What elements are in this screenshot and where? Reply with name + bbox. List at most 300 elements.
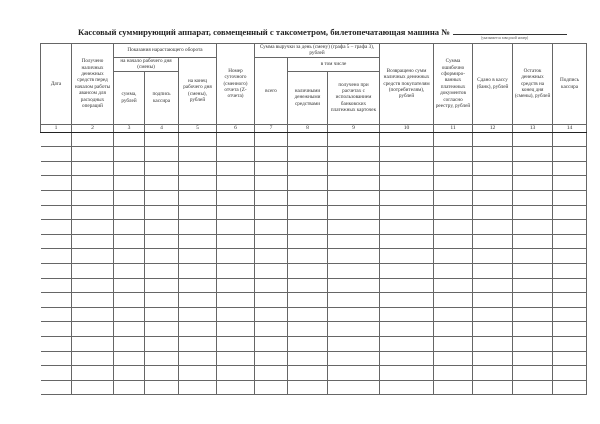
table-cell[interactable] <box>179 293 217 308</box>
table-cell[interactable] <box>114 234 145 249</box>
table-cell[interactable] <box>513 132 553 147</box>
table-cell[interactable] <box>72 234 114 249</box>
table-cell[interactable] <box>288 278 328 293</box>
table-cell[interactable] <box>145 322 179 337</box>
header-at-end: на конец рабочего дня (смены), рублей <box>179 57 217 124</box>
table-cell[interactable] <box>72 366 114 381</box>
table-cell[interactable] <box>434 322 473 337</box>
table-cell[interactable] <box>288 234 328 249</box>
table-cell[interactable] <box>255 147 288 162</box>
table-cell[interactable] <box>145 307 179 322</box>
table-cell[interactable] <box>114 307 145 322</box>
column-number: 2 <box>72 124 114 132</box>
table-cell[interactable] <box>513 191 553 206</box>
table-cell[interactable] <box>41 293 72 308</box>
serial-number-field[interactable] <box>453 26 567 35</box>
table-cell[interactable] <box>114 220 145 235</box>
column-number: 11 <box>434 124 473 132</box>
table-cell[interactable] <box>288 351 328 366</box>
table-cell[interactable] <box>434 307 473 322</box>
table-cell[interactable] <box>380 220 434 235</box>
table-row <box>41 191 587 206</box>
table-cell[interactable] <box>553 278 587 293</box>
table-cell[interactable] <box>380 191 434 206</box>
table-cell[interactable] <box>179 161 217 176</box>
table-row <box>41 322 587 337</box>
table-cell[interactable] <box>255 234 288 249</box>
table-cell[interactable] <box>179 351 217 366</box>
table-cell[interactable] <box>553 161 587 176</box>
table-cell[interactable] <box>380 366 434 381</box>
table-cell[interactable] <box>114 293 145 308</box>
table-cell[interactable] <box>255 191 288 206</box>
table-cell[interactable] <box>328 336 380 351</box>
column-number: 3 <box>114 124 145 132</box>
table-cell[interactable] <box>41 205 72 220</box>
serial-number-note: (указывается заводской номер) <box>481 36 529 40</box>
table-cell[interactable] <box>288 147 328 162</box>
table-cell[interactable] <box>473 132 513 147</box>
table-cell[interactable] <box>380 351 434 366</box>
table-cell[interactable] <box>145 336 179 351</box>
table-cell[interactable] <box>380 132 434 147</box>
table-cell[interactable] <box>380 336 434 351</box>
table-cell[interactable] <box>473 322 513 337</box>
table-cell[interactable] <box>255 161 288 176</box>
cash-register-journal-table <box>40 43 587 395</box>
table-cell[interactable] <box>553 293 587 308</box>
table-cell[interactable] <box>380 249 434 264</box>
table-cell[interactable] <box>288 161 328 176</box>
table-cell[interactable] <box>179 380 217 395</box>
header-returned: Возвращено сумм наличных денежных средств покупателям (потребителям), рублей <box>380 44 434 125</box>
table-cell[interactable] <box>328 132 380 147</box>
table-cell[interactable] <box>217 293 255 308</box>
table-row <box>41 293 587 308</box>
table-cell[interactable] <box>114 147 145 162</box>
table-row <box>41 263 587 278</box>
table-cell[interactable] <box>473 336 513 351</box>
table-cell[interactable] <box>513 205 553 220</box>
table-cell[interactable] <box>513 307 553 322</box>
table-cell[interactable] <box>41 176 72 191</box>
table-cell[interactable] <box>328 278 380 293</box>
table-cell[interactable] <box>217 380 255 395</box>
table-cell[interactable] <box>553 191 587 206</box>
table-cell[interactable] <box>72 293 114 308</box>
table-cell[interactable] <box>434 351 473 366</box>
table-cell[interactable] <box>179 307 217 322</box>
table-cell[interactable] <box>72 380 114 395</box>
table-cell[interactable] <box>145 263 179 278</box>
table-cell[interactable] <box>72 132 114 147</box>
table-cell[interactable] <box>288 191 328 206</box>
table-cell[interactable] <box>217 161 255 176</box>
table-cell[interactable] <box>217 336 255 351</box>
table-cell[interactable] <box>179 366 217 381</box>
table-cell[interactable] <box>255 322 288 337</box>
table-cell[interactable] <box>288 322 328 337</box>
table-cell[interactable] <box>217 176 255 191</box>
table-cell[interactable] <box>434 366 473 381</box>
table-cell[interactable] <box>513 278 553 293</box>
table-cell[interactable] <box>473 307 513 322</box>
table-cell[interactable] <box>41 263 72 278</box>
table-row <box>41 249 587 264</box>
table-cell[interactable] <box>328 307 380 322</box>
table-cell[interactable] <box>434 380 473 395</box>
table-cell[interactable] <box>255 336 288 351</box>
table-cell[interactable] <box>217 205 255 220</box>
header-to-bank: Сдано в кассу (банк), рублей <box>473 44 513 125</box>
table-cell[interactable] <box>217 191 255 206</box>
column-number: 12 <box>473 124 513 132</box>
table-cell[interactable] <box>255 366 288 381</box>
table-cell[interactable] <box>179 220 217 235</box>
table-cell[interactable] <box>473 147 513 162</box>
table-cell[interactable] <box>473 205 513 220</box>
table-cell[interactable] <box>41 191 72 206</box>
table-row <box>41 336 587 351</box>
table-cell[interactable] <box>473 263 513 278</box>
header-including: в том числе <box>288 57 380 71</box>
table-cell[interactable] <box>114 161 145 176</box>
header-cards: получено при расчетах с использованием банковских платежных карточек <box>328 71 380 124</box>
table-cell[interactable] <box>288 336 328 351</box>
table-cell[interactable] <box>145 380 179 395</box>
table-cell[interactable] <box>145 191 179 206</box>
table-cell[interactable] <box>328 176 380 191</box>
table-cell[interactable] <box>553 336 587 351</box>
table-cell[interactable] <box>179 278 217 293</box>
table-body <box>41 132 587 395</box>
table-cell[interactable] <box>288 220 328 235</box>
table-cell[interactable] <box>434 161 473 176</box>
table-cell[interactable] <box>41 234 72 249</box>
table-cell[interactable] <box>72 351 114 366</box>
table-row <box>41 234 587 249</box>
table-cell[interactable] <box>41 380 72 395</box>
table-cell[interactable] <box>41 336 72 351</box>
table-cell[interactable] <box>553 220 587 235</box>
column-number: 8 <box>288 124 328 132</box>
table-cell[interactable] <box>114 351 145 366</box>
table-cell[interactable] <box>434 249 473 264</box>
table-cell[interactable] <box>72 191 114 206</box>
table-cell[interactable] <box>72 307 114 322</box>
table-cell[interactable] <box>328 205 380 220</box>
table-cell[interactable] <box>434 176 473 191</box>
table-cell[interactable] <box>328 366 380 381</box>
table-cell[interactable] <box>328 322 380 337</box>
table-cell[interactable] <box>473 278 513 293</box>
table-cell[interactable] <box>255 249 288 264</box>
header-date: Дата <box>41 44 72 125</box>
table-cell[interactable] <box>114 322 145 337</box>
table-cell[interactable] <box>434 220 473 235</box>
table-cell[interactable] <box>145 351 179 366</box>
table-cell[interactable] <box>513 249 553 264</box>
table-cell[interactable] <box>553 205 587 220</box>
table-cell[interactable] <box>288 380 328 395</box>
table-cell[interactable] <box>145 220 179 235</box>
table-cell[interactable] <box>145 147 179 162</box>
table-cell[interactable] <box>553 351 587 366</box>
table-cell[interactable] <box>41 161 72 176</box>
table-cell[interactable] <box>380 176 434 191</box>
table-cell[interactable] <box>513 234 553 249</box>
table-cell[interactable] <box>288 263 328 278</box>
table-cell[interactable] <box>217 132 255 147</box>
table-cell[interactable] <box>380 205 434 220</box>
table-cell[interactable] <box>434 293 473 308</box>
table-cell[interactable] <box>217 322 255 337</box>
table-cell[interactable] <box>114 176 145 191</box>
table-cell[interactable] <box>217 249 255 264</box>
table-cell[interactable] <box>380 278 434 293</box>
table-cell[interactable] <box>41 322 72 337</box>
table-cell[interactable] <box>434 132 473 147</box>
table-cell[interactable] <box>72 147 114 162</box>
table-cell[interactable] <box>145 205 179 220</box>
table-cell[interactable] <box>145 366 179 381</box>
table-cell[interactable] <box>114 380 145 395</box>
table-cell[interactable] <box>288 176 328 191</box>
header-total: всего <box>255 57 288 124</box>
table-cell[interactable] <box>380 161 434 176</box>
table-cell[interactable] <box>328 380 380 395</box>
table-row <box>41 147 587 162</box>
table-cell[interactable] <box>288 249 328 264</box>
table-cell[interactable] <box>473 234 513 249</box>
table-cell[interactable] <box>288 293 328 308</box>
table-cell[interactable] <box>513 293 553 308</box>
table-cell[interactable] <box>473 249 513 264</box>
table-cell[interactable] <box>513 220 553 235</box>
table-cell[interactable] <box>380 322 434 337</box>
table-cell[interactable] <box>513 351 553 366</box>
column-number: 10 <box>380 124 434 132</box>
table-cell[interactable] <box>513 147 553 162</box>
table-cell[interactable] <box>179 147 217 162</box>
table-cell[interactable] <box>380 380 434 395</box>
table-cell[interactable] <box>114 205 145 220</box>
table-row <box>41 176 587 191</box>
table-cell[interactable] <box>255 205 288 220</box>
table-cell[interactable] <box>72 263 114 278</box>
table-cell[interactable] <box>473 293 513 308</box>
table-cell[interactable] <box>255 220 288 235</box>
table-cell[interactable] <box>328 161 380 176</box>
table-cell[interactable] <box>513 161 553 176</box>
table-cell[interactable] <box>380 263 434 278</box>
table-cell[interactable] <box>473 351 513 366</box>
table-cell[interactable] <box>72 161 114 176</box>
table-cell[interactable] <box>145 293 179 308</box>
table-cell[interactable] <box>553 263 587 278</box>
table-cell[interactable] <box>114 249 145 264</box>
column-number: 1 <box>41 124 72 132</box>
table-cell[interactable] <box>217 220 255 235</box>
table-cell[interactable] <box>114 366 145 381</box>
table-cell[interactable] <box>255 176 288 191</box>
table-cell[interactable] <box>473 220 513 235</box>
table-cell[interactable] <box>553 147 587 162</box>
column-number: 4 <box>145 124 179 132</box>
table-row <box>41 351 587 366</box>
table-cell[interactable] <box>434 336 473 351</box>
table-cell[interactable] <box>72 249 114 264</box>
table-cell[interactable] <box>179 234 217 249</box>
header-at-start: на начало рабочего дня (смены) <box>114 57 179 71</box>
header-counter-readings: Показания нарастающего оборота <box>114 44 217 58</box>
table-cell[interactable] <box>41 366 72 381</box>
table-cell[interactable] <box>145 234 179 249</box>
table-cell[interactable] <box>288 366 328 381</box>
table-cell[interactable] <box>328 147 380 162</box>
table-cell[interactable] <box>179 132 217 147</box>
table-cell[interactable] <box>328 263 380 278</box>
table-cell[interactable] <box>434 147 473 162</box>
table-cell[interactable] <box>145 278 179 293</box>
table-row <box>41 161 587 176</box>
table-cell[interactable] <box>255 380 288 395</box>
table-cell[interactable] <box>179 263 217 278</box>
table-cell[interactable] <box>114 263 145 278</box>
table-cell[interactable] <box>255 351 288 366</box>
title-text: Кассовый суммирующий аппарат, совмещенный с таксометром, билетопечатающая машина № <box>78 27 450 37</box>
table-cell[interactable] <box>513 336 553 351</box>
table-cell[interactable] <box>380 147 434 162</box>
table-cell[interactable] <box>72 220 114 235</box>
table-row <box>41 380 587 395</box>
table-cell[interactable] <box>553 234 587 249</box>
table-cell[interactable] <box>553 307 587 322</box>
table-cell[interactable] <box>179 336 217 351</box>
table-cell[interactable] <box>553 322 587 337</box>
table-cell[interactable] <box>72 278 114 293</box>
table-cell[interactable] <box>380 234 434 249</box>
header-revenue: Сумма выручки за день (смену) (графа 5 – графа 3), рублей <box>255 44 380 58</box>
column-number: 7 <box>255 124 288 132</box>
table-cell[interactable] <box>328 220 380 235</box>
table-cell[interactable] <box>473 191 513 206</box>
table-cell[interactable] <box>72 322 114 337</box>
table-cell[interactable] <box>380 293 434 308</box>
table-cell[interactable] <box>328 293 380 308</box>
table-cell[interactable] <box>179 322 217 337</box>
table-cell[interactable] <box>553 366 587 381</box>
table-cell[interactable] <box>179 191 217 206</box>
column-number: 5 <box>179 124 217 132</box>
table-cell[interactable] <box>217 234 255 249</box>
table-cell[interactable] <box>434 191 473 206</box>
table-cell[interactable] <box>380 307 434 322</box>
table-cell[interactable] <box>434 278 473 293</box>
table-cell[interactable] <box>114 132 145 147</box>
table-cell[interactable] <box>41 147 72 162</box>
header-sum-rub: сумма, рублей <box>114 71 145 124</box>
table-cell[interactable] <box>145 161 179 176</box>
table-cell[interactable] <box>513 176 553 191</box>
table-cell[interactable] <box>434 263 473 278</box>
table-cell[interactable] <box>217 366 255 381</box>
table-cell[interactable] <box>217 147 255 162</box>
table-cell[interactable] <box>145 176 179 191</box>
table-cell[interactable] <box>217 351 255 366</box>
table-cell[interactable] <box>328 234 380 249</box>
table-cell[interactable] <box>473 366 513 381</box>
table-cell[interactable] <box>255 307 288 322</box>
table-cell[interactable] <box>72 176 114 191</box>
table-cell[interactable] <box>328 351 380 366</box>
table-cell[interactable] <box>434 205 473 220</box>
table-cell[interactable] <box>288 307 328 322</box>
table-cell[interactable] <box>553 132 587 147</box>
table-cell[interactable] <box>114 336 145 351</box>
table-cell[interactable] <box>41 307 72 322</box>
table-cell[interactable] <box>41 220 72 235</box>
table-row <box>41 132 587 147</box>
header-received-cash: Получено наличных денежных средств перед началом работы авансом для расходных операций <box>72 44 114 125</box>
table-cell[interactable] <box>179 249 217 264</box>
header-cashier-signature: Подпись кассира <box>553 44 587 125</box>
table-cell[interactable] <box>328 249 380 264</box>
table-cell[interactable] <box>473 161 513 176</box>
table-cell[interactable] <box>513 380 553 395</box>
column-number-row <box>41 124 587 132</box>
table-cell[interactable] <box>434 234 473 249</box>
column-number: 9 <box>328 124 380 132</box>
table-cell[interactable] <box>217 263 255 278</box>
table-cell[interactable] <box>553 249 587 264</box>
table-cell[interactable] <box>114 278 145 293</box>
table-row <box>41 205 587 220</box>
column-number: 6 <box>217 124 255 132</box>
table-cell[interactable] <box>473 176 513 191</box>
table-cell[interactable] <box>513 263 553 278</box>
table-cell[interactable] <box>72 205 114 220</box>
header-cashier-signature-start: подпись кассира <box>145 71 179 124</box>
table-row <box>41 220 587 235</box>
table-cell[interactable] <box>288 132 328 147</box>
table-cell[interactable] <box>553 176 587 191</box>
table-cell[interactable] <box>72 336 114 351</box>
table-cell[interactable] <box>41 249 72 264</box>
table-cell[interactable] <box>255 263 288 278</box>
table-cell[interactable] <box>328 191 380 206</box>
table-cell[interactable] <box>41 278 72 293</box>
table-cell[interactable] <box>513 366 553 381</box>
table-cell[interactable] <box>513 322 553 337</box>
table-cell[interactable] <box>217 278 255 293</box>
table-cell[interactable] <box>255 293 288 308</box>
table-cell[interactable] <box>179 205 217 220</box>
table-cell[interactable] <box>553 380 587 395</box>
table-cell[interactable] <box>255 278 288 293</box>
table-cell[interactable] <box>145 132 179 147</box>
table-cell[interactable] <box>145 249 179 264</box>
table-cell[interactable] <box>217 307 255 322</box>
table-cell[interactable] <box>179 176 217 191</box>
table-cell[interactable] <box>41 351 72 366</box>
table-cell[interactable] <box>41 132 72 147</box>
table-row <box>41 278 587 293</box>
table-cell[interactable] <box>288 205 328 220</box>
table-cell[interactable] <box>255 132 288 147</box>
table-cell[interactable] <box>473 380 513 395</box>
table-cell[interactable] <box>114 191 145 206</box>
